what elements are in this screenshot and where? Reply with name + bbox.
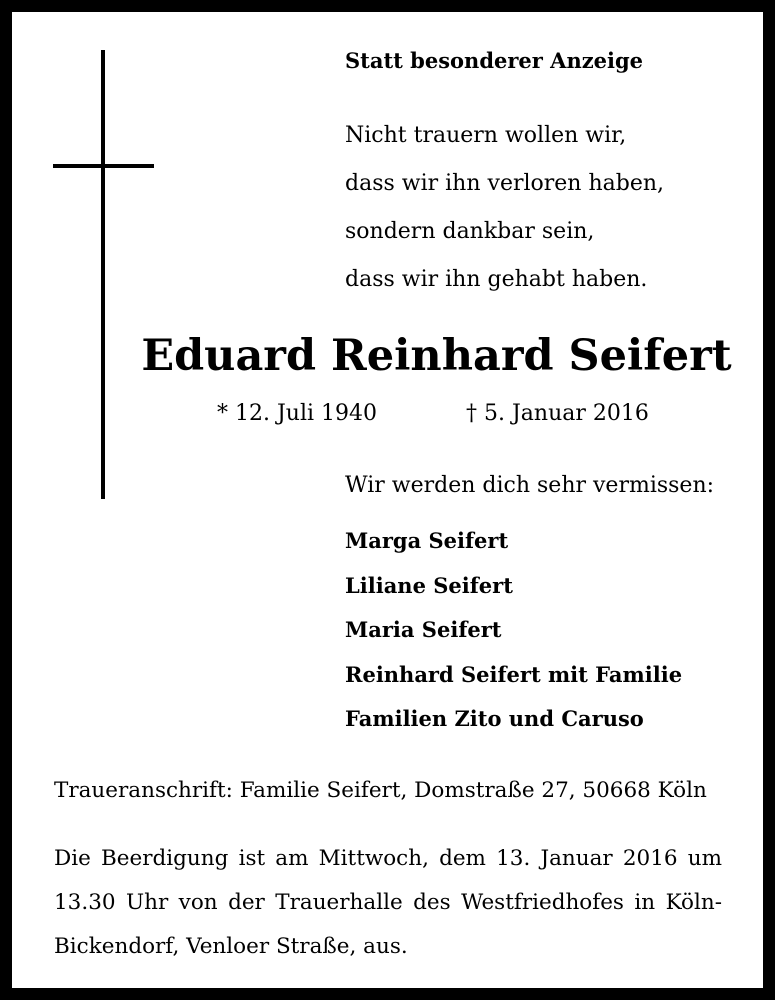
deceased-name: Eduard Reinhard Seifert [141, 331, 732, 381]
birth-date: * 12. Juli 1940 [217, 401, 378, 426]
notice-header: Statt besonderer Anzeige [345, 48, 644, 73]
mourners-intro: Wir werden dich sehr vermissen: [345, 473, 715, 498]
poem [345, 112, 664, 304]
death-date: † 5. Januar 2016 [466, 401, 649, 426]
poem-line: dass wir ihn gehabt haben. [345, 267, 648, 292]
mourner-name: Familien Zito und Caruso [345, 706, 644, 731]
mourner-name: Marga Seifert [345, 528, 509, 553]
mourner-name: Reinhard Seifert mit Familie [345, 661, 683, 687]
poem-line: dass wir ihn verloren haben, [345, 171, 665, 196]
cross-horizontal-bar [53, 164, 154, 168]
mourner-name: Maria Seifert [345, 617, 502, 642]
cross-vertical-bar [101, 50, 105, 499]
mourning-address: Traueranschrift: Familie Seifert, Domstraße 27, 50668 Köln [54, 778, 707, 803]
poem-line: Nicht trauern wollen wir, [345, 123, 627, 148]
mourners-list [345, 519, 682, 742]
funeral-line: Bickendorf, Venloer Straße, aus. [54, 934, 408, 959]
funeral-line: 13.30 Uhr von der Trauerhalle des Westfriedhofes in Köln- [54, 890, 722, 915]
funeral-info [54, 837, 722, 969]
mourner-name: Liliane Seifert [345, 572, 513, 598]
funeral-line: Die Beerdigung ist am Mittwoch, dem 13. Januar 2016 um [54, 846, 722, 871]
poem-line: sondern dankbar sein, [345, 219, 595, 244]
